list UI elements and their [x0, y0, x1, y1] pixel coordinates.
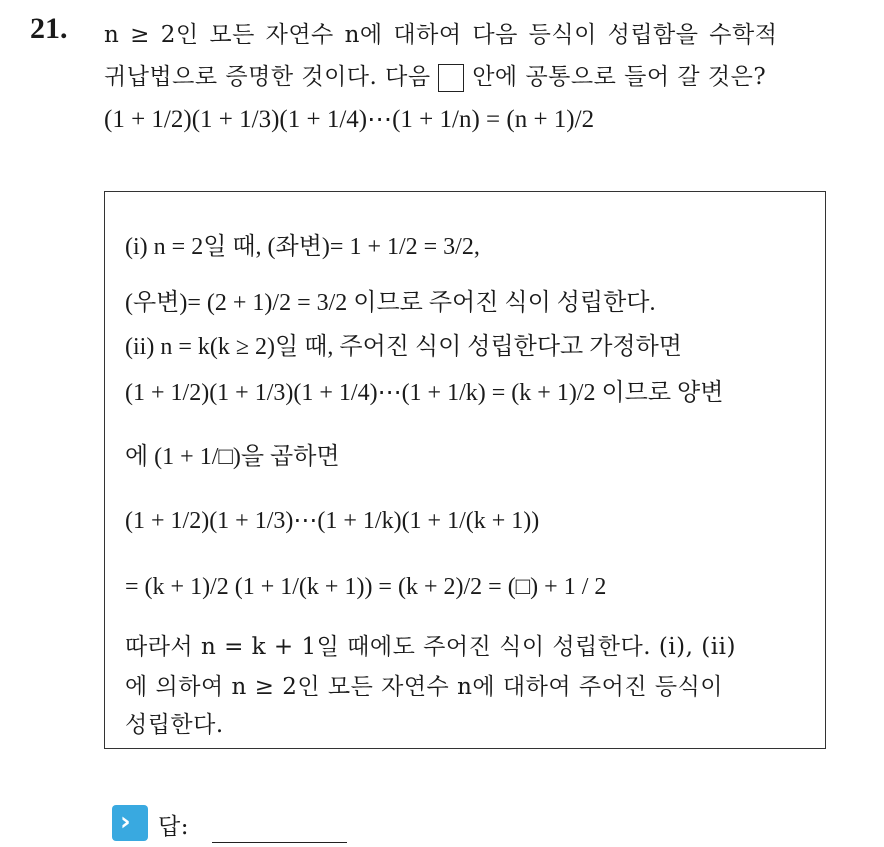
proof-line-10: 성립한다. [125, 712, 224, 738]
proof-line-6: (1 + 1/2)(1 + 1/3)⋯(1 + 1/k)(1 + 1/(k + 1)) [125, 508, 540, 534]
question-equation: (1 + 1/2)(1 + 1/3)(1 + 1/4)⋯(1 + 1/n) = (n + 1)/2 [104, 106, 595, 133]
proof-line-8: 따라서 n = k + 1일 때에도 주어진 식이 성립한다. (i), (ii) [125, 634, 736, 660]
answer-input-line[interactable] [212, 842, 347, 843]
chevron-right-icon: › [112, 805, 148, 841]
question-line-2 [104, 58, 766, 92]
proof-line-9: 에 의하여 n ≥ 2인 모든 자연수 n에 대하여 주어진 등식이 [125, 674, 724, 700]
question-number: 21. [30, 12, 68, 45]
proof-line-4: (1 + 1/2)(1 + 1/3)(1 + 1/4)⋯(1 + 1/k) = (k + 1)/2 이므로 양변 [125, 380, 724, 406]
question-line-2a: 귀납법으로 증명한 것이다. 다음 [104, 64, 431, 90]
proof-line-2: (우변)= (2 + 1)/2 = 3/2 이므로 주어진 식이 성립한다. [125, 290, 656, 316]
proof-line-7: = (k + 1)/2 (1 + 1/(k + 1)) = (k + 2)/2 = (□) + 1 / 2 [125, 574, 607, 600]
answer-label: 답: [158, 814, 189, 840]
question-line-2b: 안에 공통으로 들어 갈 것은? [472, 64, 767, 90]
proof-line-1: (i) n = 2일 때, (좌변)= 1 + 1/2 = 3/2, [125, 234, 480, 260]
proof-line-5: 에 (1 + 1/□)을 곱하면 [125, 444, 340, 470]
question-line-1: n ≥ 2인 모든 자연수 n에 대하여 다음 등식이 성립함을 수학적 [104, 22, 778, 48]
proof-line-3: (ii) n = k(k ≥ 2)일 때, 주어진 식이 성립한다고 가정하면 [125, 334, 682, 360]
blank-box [438, 64, 464, 92]
